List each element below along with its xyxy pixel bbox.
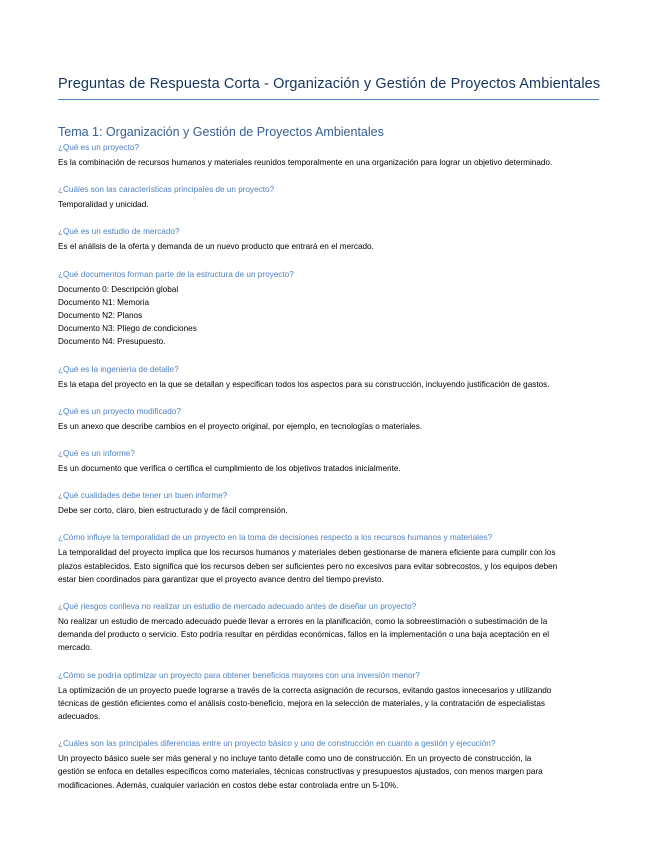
qa-spacer xyxy=(58,433,599,448)
answer-line: estar bien coordinados para garantizar que el proyecto avance dentro del tiempo previsto. xyxy=(58,574,384,584)
qa-item xyxy=(58,670,599,724)
answer-line: La temporalidad del proyecto implica que los recursos humanos y materiales deben gestionarse de manera eficiente para cumplir con los xyxy=(58,548,556,558)
answer-line: mercado. xyxy=(58,643,93,653)
question-heading: ¿Cuáles son las características principales de un proyecto? xyxy=(58,185,275,195)
answer-line: Temporalidad y unicidad. xyxy=(58,200,149,210)
answer-line: adecuados. xyxy=(58,712,101,722)
qa-item xyxy=(58,142,599,169)
question-heading: ¿Qué cualidades debe tener un buen informe? xyxy=(58,491,228,501)
qa-spacer xyxy=(58,655,599,670)
answer-text xyxy=(58,240,599,253)
qa-item xyxy=(58,184,599,211)
answer-line: Documento 0: Descripción global xyxy=(58,284,179,294)
question-heading: ¿Qué documentos forman parte de la estructura de un proyecto? xyxy=(58,269,294,279)
qa-item xyxy=(58,738,599,792)
qa-item xyxy=(58,601,599,655)
qa-item xyxy=(58,448,599,475)
answer-text xyxy=(58,752,599,792)
answer-line: Es la etapa del proyecto en la que se detallan y especifican todos los aspectos para su construcción, incluyendo justificación de gastos. xyxy=(58,379,550,389)
question-heading: ¿Cuáles son las principales diferencias entre un proyecto básico y uno de construcción en cuanto a gestión y ejecución? xyxy=(58,739,496,749)
title-divider xyxy=(58,99,599,100)
answer-line: Documento N2: Planos xyxy=(58,311,143,321)
question-heading: ¿Cómo se podría optimizar un proyecto para obtener beneficios mayores con una inversión menor? xyxy=(58,670,420,680)
answer-line: No realizar un estudio de mercado adecuado puede llevar a errores en la planificación, como la sobreestimación o subestimación de la xyxy=(58,617,548,627)
section-heading: Tema 1: Organización y Gestión de Proyectos Ambientales xyxy=(58,125,384,139)
qa-item xyxy=(58,226,599,253)
qa-spacer xyxy=(58,169,599,184)
answer-text xyxy=(58,504,599,517)
answer-line: técnicas de gestión eficientes como el análisis costo-beneficio, mejora en la selección de materiales, y la contratación de especialistas xyxy=(58,698,545,708)
qa-spacer xyxy=(58,723,599,738)
qa-item xyxy=(58,269,599,349)
question-heading: ¿Qué riesgos conlleva no realizar un estudio de mercado adecuado antes de diseñar un proyecto? xyxy=(58,602,417,612)
answer-line: Documento N3: Pliego de condiciones xyxy=(58,324,197,334)
answer-text xyxy=(58,462,599,475)
section-tema-1 xyxy=(58,124,599,792)
question-heading: ¿Qué es un proyecto modificado? xyxy=(58,406,181,416)
answer-line: demanda del producto o servicio. Esto podría resultar en pérdidas económicas, fallos en la implementación o una baja aceptación en el xyxy=(58,630,550,640)
answer-text xyxy=(58,546,599,586)
qa-item xyxy=(58,490,599,517)
question-heading: ¿Cómo influye la temporalidad de un proyecto en la toma de decisiones respecto a los recursos humanos y materiales? xyxy=(58,533,493,543)
answer-line: Es el análisis de la oferta y demanda de un nuevo producto que entrará en el mercado. xyxy=(58,242,374,252)
answer-text xyxy=(58,283,599,349)
answer-line: gestión se enfoca en detalles específicos como materiales, técnicas constructivas y presupuestos ajustados, con menos margen para xyxy=(58,767,543,777)
qa-spacer xyxy=(58,517,599,532)
qa-item xyxy=(58,406,599,433)
question-heading: ¿Qué es un estudio de mercado? xyxy=(58,227,180,237)
qa-spacer xyxy=(58,391,599,406)
answer-line: Es la combinación de recursos humanos y materiales reunidos temporalmente en una organización para lograr un objetivo determinado. xyxy=(58,158,553,167)
answer-line: Documento N4: Presupuesto. xyxy=(58,337,166,347)
qa-spacer xyxy=(58,475,599,490)
qa-item xyxy=(58,532,599,586)
qa-spacer xyxy=(58,211,599,226)
question-heading: ¿Qué es un proyecto? xyxy=(58,143,140,152)
answer-text xyxy=(58,198,599,211)
answer-text xyxy=(58,156,599,169)
answer-line: Es un documento que verifica o certifica el cumplimiento de los objetivos tratados inicialmente. xyxy=(58,464,401,474)
answer-line: Debe ser corto, claro, bien estructurado y de fácil comprensión. xyxy=(58,506,288,516)
answer-text xyxy=(58,378,599,391)
answer-line: Documento N1: Memoria xyxy=(58,297,150,307)
question-heading: ¿Qué es un informe? xyxy=(58,449,135,459)
answer-line: modificaciones. Además, cualquier variación en costos debe estar controlada entre un 5-10%. xyxy=(58,780,399,790)
document-title: Preguntas de Respuesta Corta - Organización y Gestión de Proyectos Ambientales xyxy=(58,76,601,92)
answer-text xyxy=(58,615,599,655)
qa-spacer xyxy=(58,349,599,364)
answer-line: plazos establecidos. Esto significa que los recursos deben ser suficientes pero no excesivos para evitar sobrecostos, y los equipos deben xyxy=(58,561,558,571)
answer-line: Un proyecto básico suele ser más general y no incluye tanto detalle como uno de construcción. En un proyecto de construcción, la xyxy=(58,754,532,764)
qa-item xyxy=(58,364,599,391)
question-heading: ¿Qué es la ingeniería de detalle? xyxy=(58,364,179,374)
answer-text xyxy=(58,684,599,724)
qa-list xyxy=(58,142,599,792)
qa-spacer xyxy=(58,586,599,601)
answer-line: La optimización de un proyecto puede lograrse a través de la correcta asignación de recursos, evitando gastos innecesarios y utilizando xyxy=(58,685,552,695)
answer-text xyxy=(58,420,599,433)
answer-line: Es un anexo que describe cambios en el proyecto original, por ejemplo, en tecnologías o materiales. xyxy=(58,421,423,431)
qa-spacer xyxy=(58,254,599,269)
